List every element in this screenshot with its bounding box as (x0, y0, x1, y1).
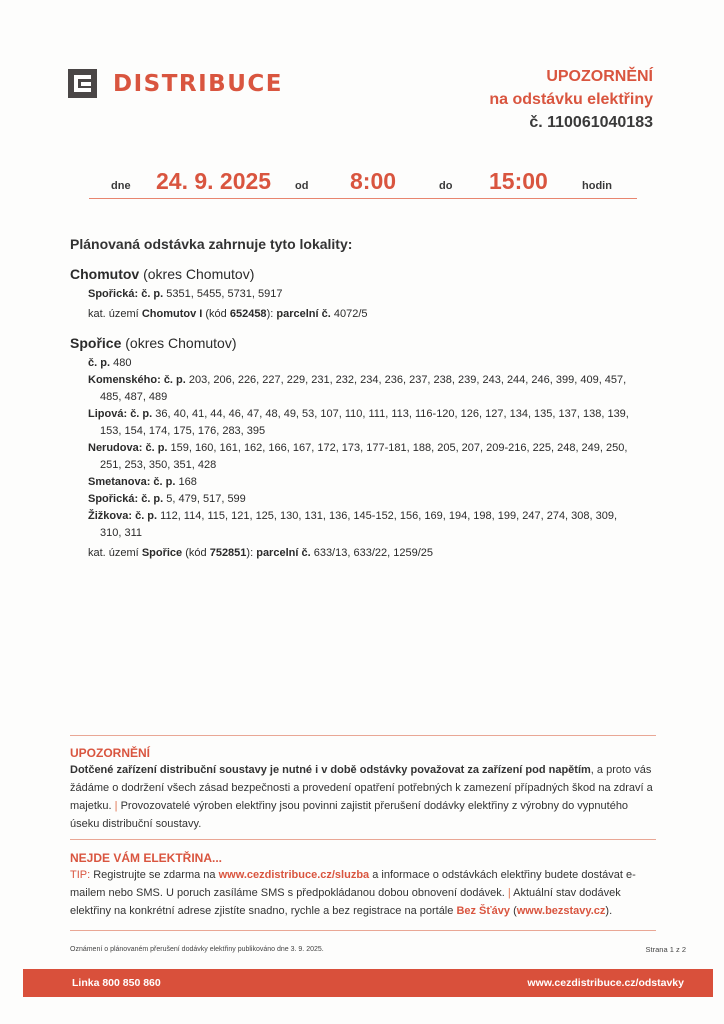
outage-start-time: 8:00 (350, 168, 397, 194)
street-entry: č. p. 480 (88, 357, 132, 369)
house-numbers: 168 (178, 476, 197, 488)
date-label: dne (111, 180, 131, 192)
cadastral-code: 752851 (209, 547, 247, 559)
town-district: (okres Chomutov) (125, 335, 237, 351)
house-numbers: 159, 160, 161, 162, 166, 167, 172, 173, 177-181, 188, 205, 207, 209-216, 225, 248, 249, 250, (170, 442, 628, 454)
registration-link[interactable]: www.cezdistribuce.cz/sluzba (218, 869, 370, 881)
locality-chomutov (70, 266, 660, 323)
tip-section (70, 850, 660, 920)
house-numbers: 36, 40, 41, 44, 46, 47, 48, 49, 53, 107, 110, 111, 113, 116-120, 126, 127, 134, 135, 137, 138, 139, (155, 408, 629, 420)
house-numbers-cont: 485, 487, 489 (100, 391, 168, 403)
street-entry: Nerudova: č. p. 159, 160, 161, 162, 166, 167, 172, 173, 177-181, 188, 205, 207, 209-216, 225, 248, 249, 250, 251, 253, 350, 351, 428 (88, 440, 660, 474)
street-entry: Lipová: č. p. 36, 40, 41, 44, 46, 47, 48, 49, 53, 107, 110, 111, 113, 116-120, 126, 127, 134, 135, 137, 138, 139, 153, 154, 174, 175, 176, 283, 395 (88, 406, 660, 440)
house-numbers-cont: 251, 253, 350, 351, 428 (100, 459, 217, 471)
cadastral-code: 652458 (229, 308, 267, 320)
tip-text: TIP: Registrujte se zdarma na www.cezdistribuce.cz/sluzba a informace o odstávkách elektřiny budete dostávat e-mailem nebo SMS. U poruch zasíláme SMS s předpokládanou dobou obnovení dodávek. | Aktuální stav dodávek elektřiny na konkrétní adrese zjistíte snadno, rychle a bez registrace na portále Bez Šťávy (www.bezstavy.cz). (70, 869, 636, 917)
street-entry: Spořická: č. p. 5351, 5455, 5731, 5917 (88, 288, 283, 300)
section-divider (70, 839, 656, 840)
portal-name-link[interactable]: Bez Šťávy (456, 905, 511, 917)
house-numbers: 480 (113, 357, 132, 369)
to-label: do (439, 180, 453, 192)
outages-website-link[interactable]: www.cezdistribuce.cz/odstavky (527, 977, 684, 989)
town-heading (70, 266, 660, 282)
town-district: (okres Chomutov) (143, 266, 255, 282)
house-numbers: 5351, 5455, 5731, 5917 (166, 288, 283, 300)
footer-band (23, 969, 713, 997)
house-numbers: 5, 479, 517, 599 (166, 493, 246, 505)
parcel-numbers: 4072/5 (333, 308, 368, 320)
notice-header (489, 66, 653, 135)
from-label: od (295, 180, 309, 192)
page-number: Strana 1 z 2 (645, 945, 686, 954)
outage-date: 24. 9. 2025 (156, 168, 272, 194)
cadastral-name: Chomutov I (141, 308, 203, 320)
warning-section (70, 745, 660, 833)
street-entry: Smetanova: č. p. 168 (88, 476, 197, 488)
street-entry: Komenského: č. p. 203, 206, 226, 227, 229, 231, 232, 234, 236, 237, 238, 239, 243, 244, 246, 399, 409, 457, 485, 487, 489 (88, 372, 660, 406)
house-numbers-cont: 310, 311 (100, 527, 143, 539)
publication-note: Oznámení o plánovaném přerušení dodávky elektřiny publikováno dne 3. 9. 2025. (70, 946, 324, 953)
house-numbers: 112, 114, 115, 121, 125, 130, 131, 136, 145-152, 156, 169, 194, 198, 199, 247, 274, 308, 309, (160, 510, 618, 522)
town-heading (70, 335, 660, 351)
cadastral-name: Spořice (141, 547, 183, 559)
town-name: Chomutov (70, 266, 140, 282)
notice-subtitle: na odstávku elektřiny (489, 91, 653, 108)
brand-name: DISTRIBUCE (113, 70, 283, 97)
tip-title: NEJDE VÁM ELEKTŘINA... (70, 851, 223, 865)
schedule-bar (89, 167, 637, 199)
notice-number: č. 110061040183 (529, 114, 653, 131)
street-entry: Spořická: č. p. 5, 479, 517, 599 (88, 493, 246, 505)
section-divider (70, 930, 656, 931)
tip-label: TIP: (70, 869, 91, 881)
parcel-numbers: 633/13, 633/22, 1259/25 (313, 547, 433, 559)
notice-title: UPOZORNĚNÍ (546, 68, 653, 85)
street-entry: Žižkova: č. p. 112, 114, 115, 121, 125, 130, 131, 136, 145-152, 156, 169, 194, 198, 199, 247, 274, 308, 309, 310, 311 (88, 508, 660, 542)
portal-url-link[interactable]: www.bezstavy.cz (516, 905, 606, 917)
warning-text: Dotčené zařízení distribuční soustavy je nutné i v době odstávky považovat za zařízení pod napětím, a proto vás žádáme o dodržení všech zásad bezpečnosti a provedení opatření potřebných k zamezení případných škod na zdraví a majetku. | Provozovatelé výroben elektřiny jsou povinni zajistit přerušení dodávky elektřiny z výrobny do vypnutého úseku distribuční soustavy. (70, 764, 653, 830)
house-numbers-cont: 153, 154, 174, 175, 176, 283, 395 (100, 425, 266, 437)
town-name: Spořice (70, 335, 122, 351)
section-divider (70, 735, 656, 736)
cadastral-entry: kat. území Spořice (kód 752851): parcelní č. 633/13, 633/22, 1259/25 (88, 547, 433, 559)
localities-section (70, 236, 660, 574)
hotline-number: Linka 800 850 860 (72, 977, 161, 989)
hours-label: hodin (582, 180, 612, 192)
cez-logo-icon (68, 69, 97, 98)
outage-end-time: 15:00 (489, 168, 548, 194)
localities-intro: Plánovaná odstávka zahrnuje tyto lokality: (70, 236, 353, 252)
warning-title: UPOZORNĚNÍ (70, 746, 151, 760)
brand-logo (68, 69, 283, 98)
cadastral-entry: kat. území Chomutov I (kód 652458): parcelní č. 4072/5 (88, 308, 368, 320)
house-numbers: 203, 206, 226, 227, 229, 231, 232, 234, 236, 237, 238, 239, 243, 244, 246, 399, 409, 457, (188, 374, 627, 386)
locality-sporice (70, 335, 660, 562)
